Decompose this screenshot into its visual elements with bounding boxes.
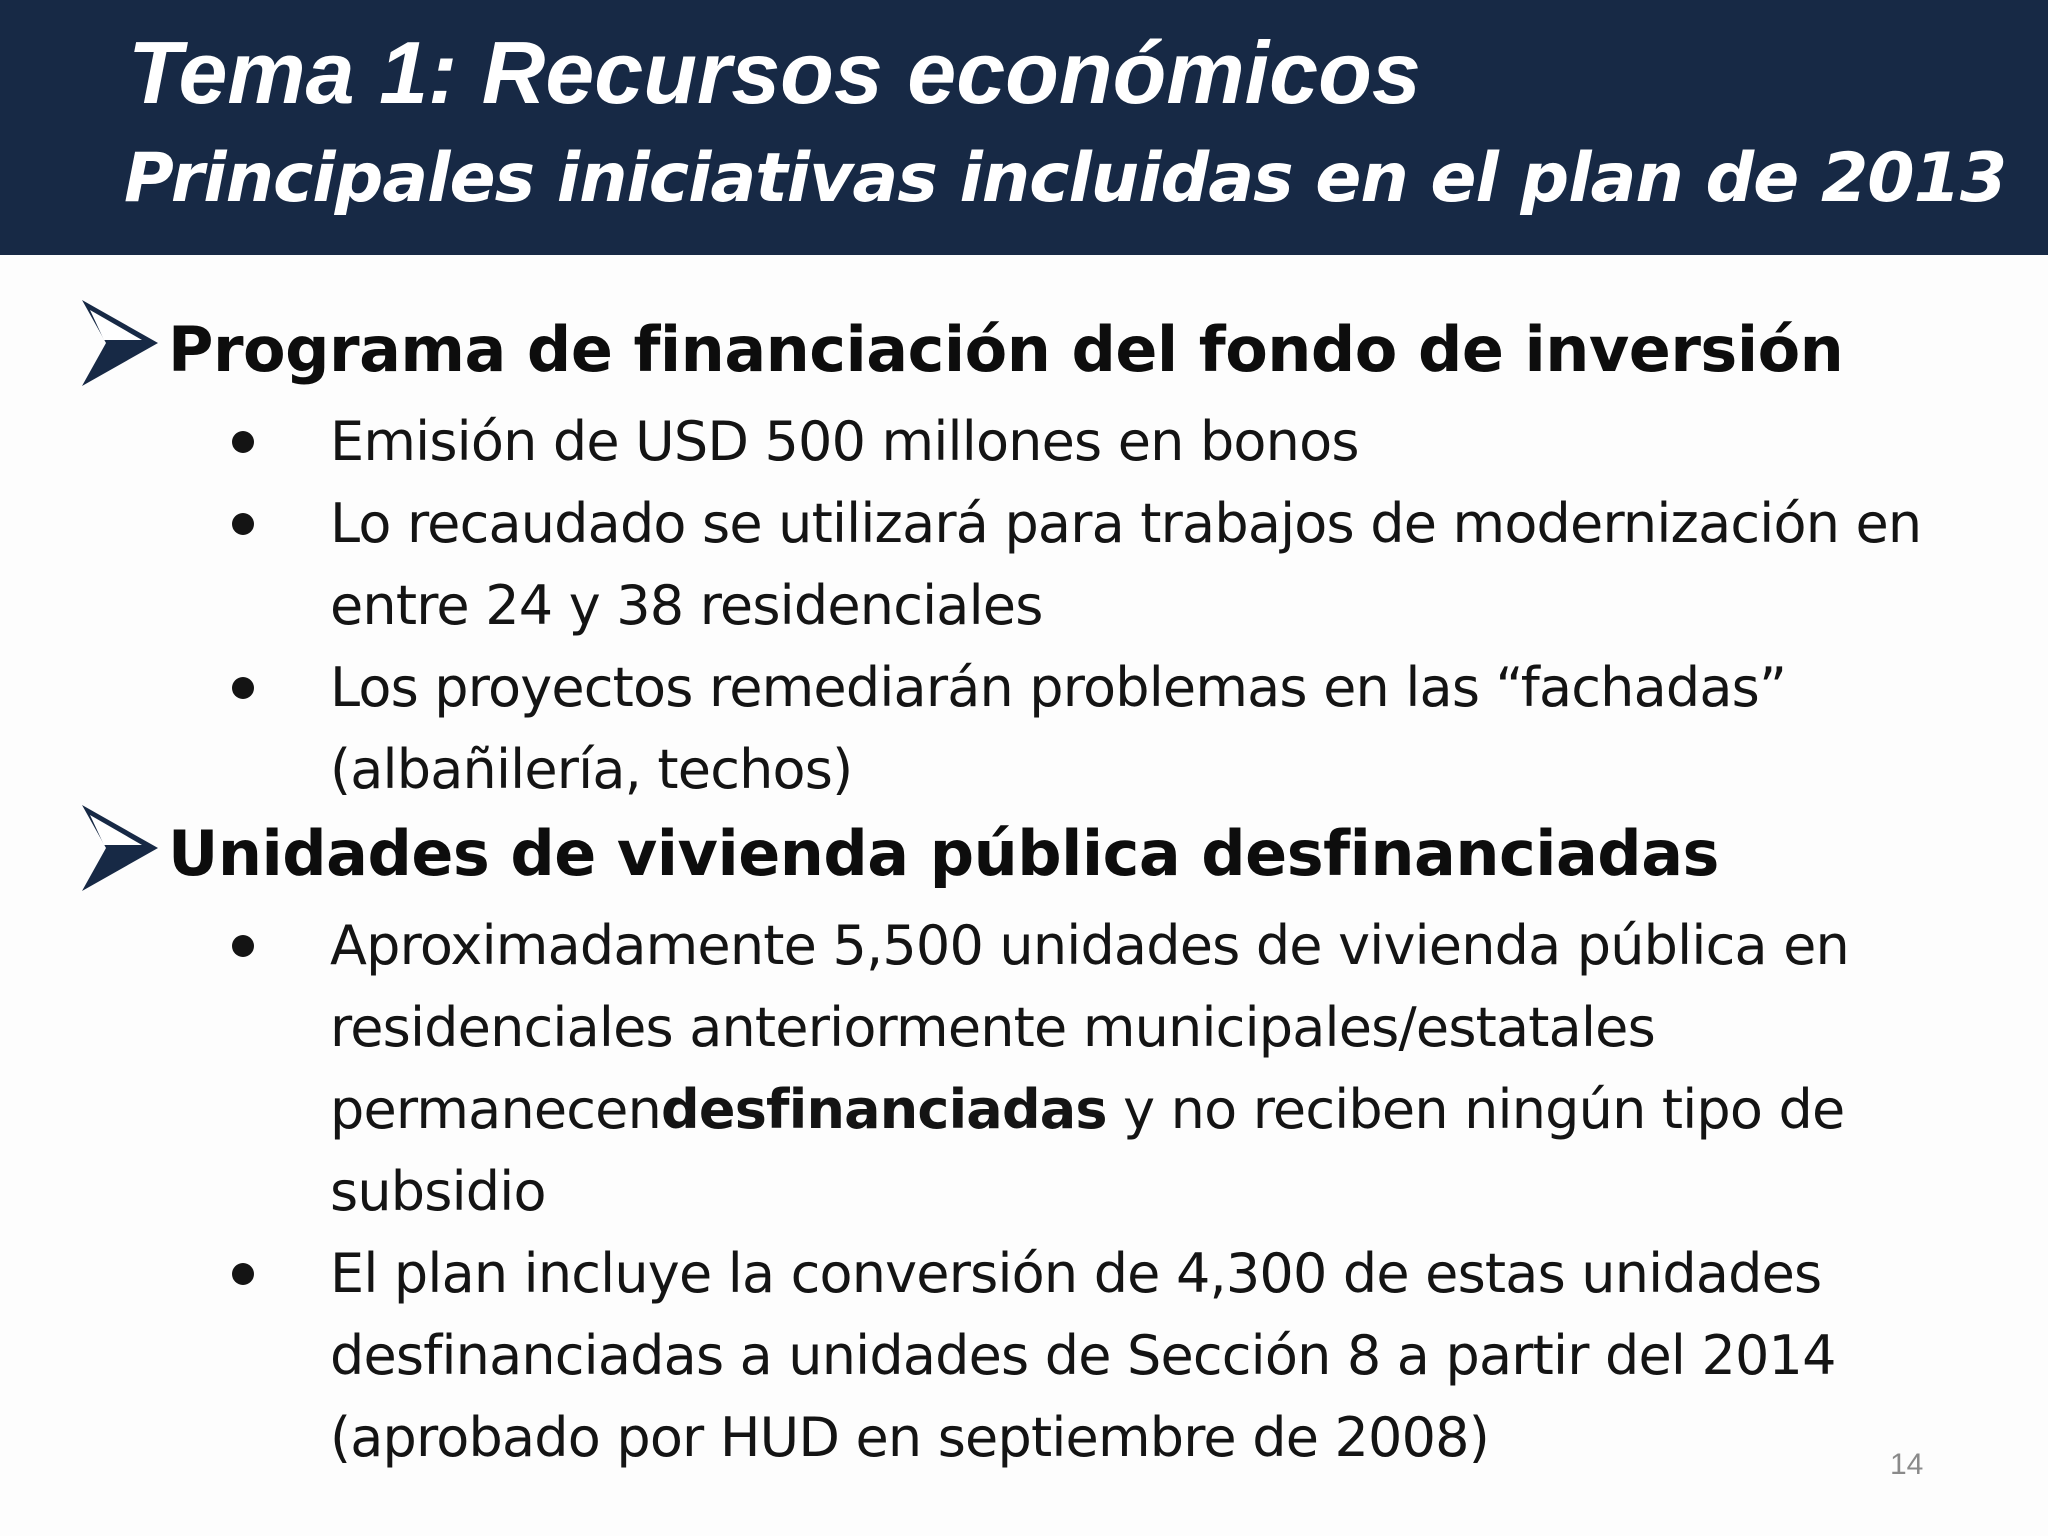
section-heading-defunded-units: Unidades de vivienda pública desfinanciadas [168,817,1719,890]
bullet-bond-issue: Emisión de USD 500 millones en bonos [330,410,1359,473]
bullet-defunded-units [330,905,1970,1233]
slide-subtitle: Principales iniciativas incluidas en el plan de 2013 [124,139,2007,218]
slide-title: Tema 1: Recursos económicos [128,23,1421,122]
bullet-text-part: y no reciben ningún tipo de subsidio [330,1078,1845,1223]
arrow-bullet-icon [80,803,160,893]
section-heading-investment-fund: Programa de financiación del fondo de inversión [168,313,1844,386]
bullet-text-part: Aproximadamente 5,500 unidades de vivienda pública en residenciales anteriormente municipales/estatales permanecen [330,914,1849,1141]
arrow-bullet-icon [80,298,160,388]
bullet-facades: Los proyectos remediarán problemas en las “fachadas” (albañilería, techos) [330,656,1787,801]
bullet-modernization: Lo recaudado se utilizará para trabajos de modernización en entre 24 y 38 residenciales [330,492,1922,637]
bullet-dot-icon [232,513,254,535]
bullet-dot-icon [232,677,254,699]
bullet-section8-conversion: El plan incluye la conversión de 4,300 de estas unidades desfinanciadas a unidades de Sección 8 a partir del 2014 (aprobado por HUD en septiembre de 2008) [330,1242,1836,1469]
page-number: 14 [1890,1448,1924,1481]
bullet-dot-icon [232,935,254,957]
bullet-dot-icon [232,431,254,453]
bullet-dot-icon [232,1263,254,1285]
bullet-emphasis: desfinanciadas [661,1078,1107,1141]
